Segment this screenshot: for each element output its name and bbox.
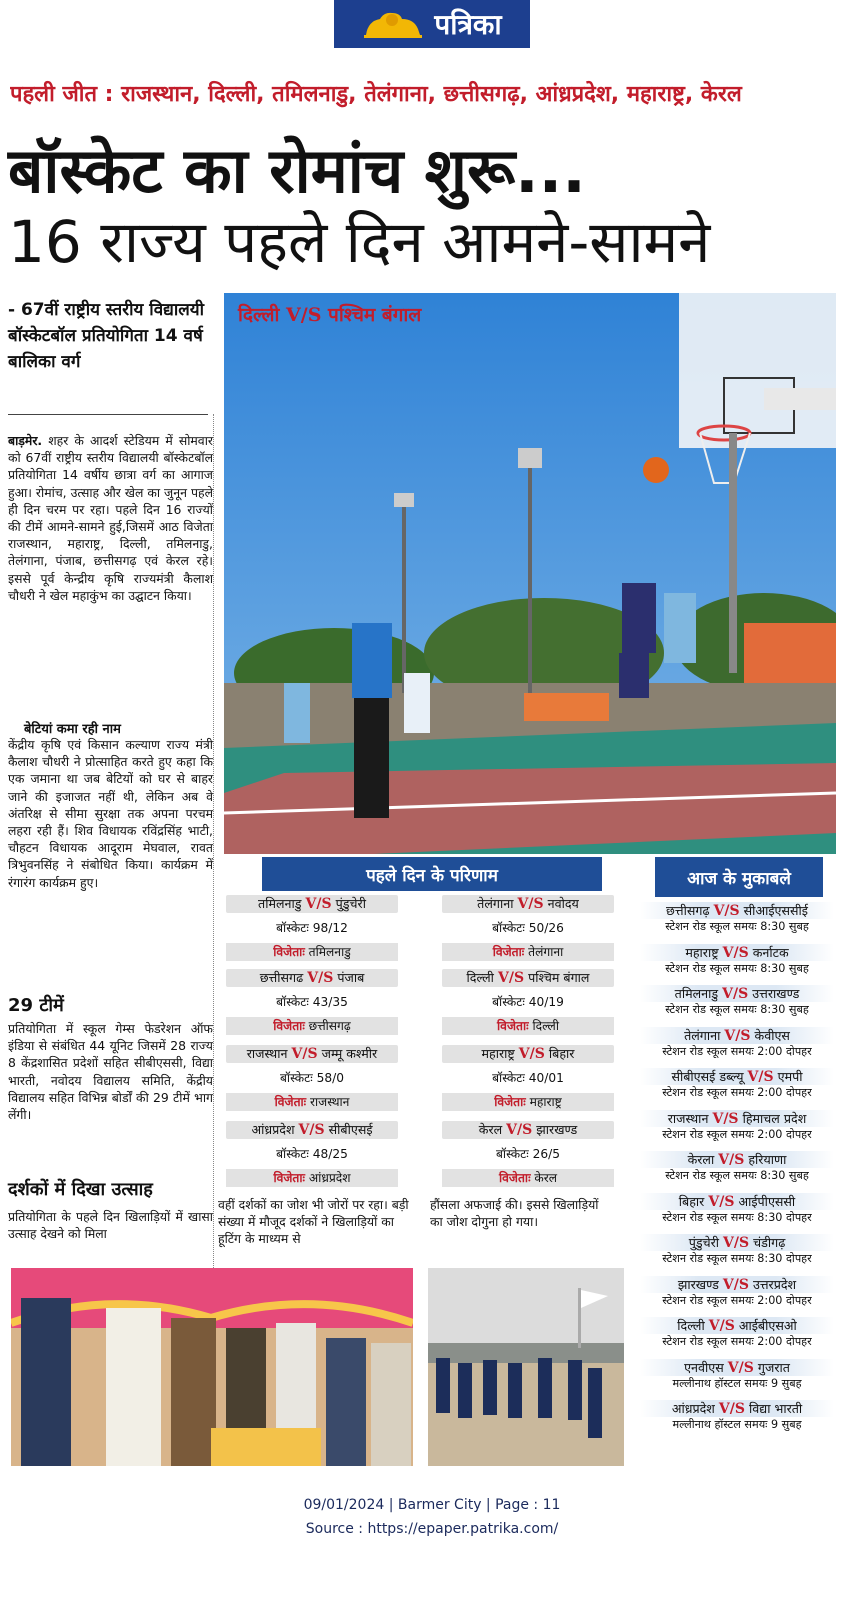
team-a: राजस्थान [667,1110,709,1126]
result-winner [442,1093,614,1111]
team-b: उत्तरप्रदेश [752,1276,797,1292]
headline-line-1: बॉस्केट का रोमांच शुरू... [8,134,586,207]
caption-vs: V/S [286,304,322,326]
article-para-4: प्रतियोगिता के पहले दिन खिलाड़ियों में खासा उत्साह देखने को मिला [8,1209,213,1242]
team-b: गुजरात [757,1359,790,1375]
today-match [640,1400,834,1417]
team-a: तेलंगाना [684,1027,721,1043]
vs-label: V/S [518,1046,545,1062]
team-b: पुंडुचेरी [335,896,366,911]
result-match [226,969,398,987]
result-winner [226,1169,398,1187]
result-card [442,969,614,1035]
team-b: जम्मू कश्मीर [321,1046,378,1061]
result-match [442,1045,614,1063]
team-a: राजस्थान [246,1046,288,1061]
today-match-item [640,1068,834,1101]
vs-label: V/S [291,1046,318,1062]
column-rule [213,414,214,1294]
results-header: पहले दिन के परिणाम [262,857,602,891]
team-b: पश्चिम बंगाल [528,970,590,985]
today-venue: मल्लीनाथ हॉस्टल समयः 9 सुबह [672,1418,802,1431]
today-match-item [640,944,834,977]
winner-label: विजेताः [492,945,525,959]
result-score: बॉस्केटः 26/5 [495,1147,561,1161]
team-b: पंजाब [337,970,365,985]
today-venue: स्टेशन रोड स्कूल समयः 2:00 दोपहर [662,1293,812,1307]
result-card [226,969,398,1035]
team-a: दिल्ली [677,1318,705,1333]
result-card [226,895,398,961]
today-match-item [640,1193,834,1226]
headline-line-2: 16 राज्य पहले दिन आमने-सामने [8,208,711,276]
today-match [640,1193,834,1210]
subhead-spectators: दर्शकों में दिखा उत्साह [8,1179,153,1200]
masthead-title: पत्रिका [434,8,502,41]
today-venue: स्टेशन रोड स्कूल समयः 8:30 दोपहर [662,1210,812,1224]
winner-label: विजेताः [494,1095,526,1109]
today-match-item [640,985,834,1018]
vs-label: V/S [722,944,749,961]
result-winner [226,1017,398,1035]
team-a: छत्तीसगढ़ [666,903,710,918]
article-para-2: केंद्रीय कृषि एवं किसान कल्याण राज्य मंत्री कैलाश चौधरी ने प्रोत्साहित करते हुए कहा कि एक जमाना था जब बेटियों को घर से बाहर जाने की इजाजत नहीं थी, लेकिन अब वे अंतरिक्ष से सीमा सुरक्षा तक अपना परचम लहरा रही हैं। शिव विधायक रविंद्रसिंह भाटी, चौहटन विधायक आदूराम मेघवाल, रावत त्रिभुवनसिंह ने संबोधित किया। कार्यक्रम में रंगारंग कार्यक्रम हुए। [8,737,213,890]
result-score: बॉस्केटः 48/25 [276,1147,348,1161]
today-venue: स्टेशन रोड स्कूल समयः 8:30 सुबह [665,1169,809,1182]
winner-name: तमिलनाडु [308,945,351,959]
today-match-item [640,1317,834,1350]
team-a: झारखण्ड [677,1276,719,1292]
winner-name: तेलंगाना [528,945,564,959]
masthead-logo [334,0,530,48]
vs-label: V/S [305,896,332,912]
result-match [442,1121,614,1139]
team-b: केवीएस [754,1027,790,1043]
today-venue: स्टेशन रोड स्कूल समयः 2:00 दोपहर [662,1335,812,1348]
today-match-item [640,1151,834,1184]
team-b: आईपीएससी [738,1193,796,1209]
team-b: सीबीएसई [328,1122,373,1137]
vs-label: V/S [713,903,740,919]
today-venue: स्टेशन रोड स्कूल समयः 8:30 दोपहर [662,1252,812,1265]
team-b: कर्नाटक [752,944,789,960]
team-b: झारखण्ड [536,1122,578,1137]
today-venue: स्टेशन रोड स्कूल समयः 2:00 दोपहर [662,1127,812,1141]
result-match [226,1121,398,1139]
result-score: बॉस्केटः 40/19 [492,995,564,1009]
team-a: केरला [687,1152,715,1167]
today-venue: स्टेशन रोड स्कूल समयः 8:30 सुबह [665,1003,809,1016]
kicker-line: पहली जीत : राजस्थान, दिल्ली, तमिलनाडु, तेलंगाना, छत्तीसगढ़, आंध्रप्रदेश, महाराष्ट्र, केरल [10,82,742,107]
result-winner [226,1093,398,1111]
team-b: चंडीगढ़ [753,1235,786,1250]
winner-label: विजेताः [273,1171,305,1185]
result-winner [442,1169,614,1187]
result-card [226,1121,398,1187]
team-a: आंध्रप्रदेश [671,1401,715,1416]
lion-emblem-icon [362,9,424,39]
today-venue: स्टेशन रोड स्कूल समयः 8:30 सुबह [665,920,809,933]
vs-label: V/S [298,1122,325,1138]
today-match [640,1276,834,1293]
result-card [442,895,614,961]
inauguration-photo [11,1268,413,1466]
today-match [640,902,834,919]
winner-label: विजेताः [498,1171,531,1185]
column-divider [8,414,208,415]
vs-label: V/S [718,1152,745,1168]
result-score: बॉस्केटः 43/35 [276,995,348,1009]
winner-name: महाराष्ट्र [529,1095,562,1109]
article-para-6: हौंसला अफजाई की। इससे खिलाड़ियों का जोश दोगुना हो गया। [430,1197,599,1229]
winner-name: राजस्थान [310,1095,350,1109]
result-score: बॉस्केटः 58/0 [279,1071,345,1085]
caption-team-left: दिल्ली [238,304,280,326]
team-a: महाराष्ट्र [481,1046,515,1061]
winner-name: केरल [534,1171,558,1185]
team-a: सीबीएसई डब्ल्यू [671,1069,744,1084]
today-match-item [640,902,834,935]
subhead-daughters: बेटियां कमा रही नाम [24,722,121,737]
dateline: बाड़मेर. [8,433,43,448]
footer-date-line: 09/01/2024 | Barmer City | Page : 11 [303,1497,561,1513]
result-match [226,1045,398,1063]
today-venue: स्टेशन रोड स्कूल समयः 2:00 दोपहर [662,1044,812,1058]
winner-label: विजेताः [273,1019,305,1033]
team-b: उत्तराखण्ड [752,986,800,1001]
result-winner [226,943,398,961]
team-a: पुंडुचेरी [688,1235,719,1250]
today-match [640,985,834,1002]
today-venue: स्टेशन रोड स्कूल समयः 8:30 सुबह [665,961,809,975]
today-match-item [640,1027,834,1060]
today-match [640,1151,834,1168]
vs-label: V/S [517,896,544,912]
article-para-5: वहीं दर्शकों का जोश भी जोरों पर रहा। बड़ी संख्या में मौजूद दर्शकों ने खिलाड़ियों का हूटिंग के माध्यम से [218,1197,409,1246]
vs-label: V/S [708,1193,735,1210]
today-venue: मल्लीनाथ हॉस्टल समयः 9 सुबह [672,1376,802,1390]
team-a: केरल [478,1122,503,1137]
today-match-item [640,1110,834,1143]
vs-label: V/S [723,1235,750,1251]
today-match [640,1234,834,1251]
today-matches-header: आज के मुकाबले [655,857,823,897]
today-match [640,1110,834,1127]
winner-label: विजेताः [274,1095,307,1109]
article-para-1 [8,432,213,604]
today-match [640,1068,834,1085]
today-match [640,1027,834,1044]
subhead-29-teams: 29 टीमें [8,995,64,1016]
result-score: बॉस्केटः 50/26 [492,921,564,935]
result-card [226,1045,398,1111]
result-winner [442,1017,614,1035]
result-match [442,895,614,913]
article-para-3: प्रतियोगिता में स्कूल गेम्स फेडरेशन ऑफ इंडिया से संबंधित 44 यूनिट जिसमें 28 राज्य 8 केंद्रशासित प्रदेशों सहित सीबीएससी, विद्या भारती, नवोदय विद्यालय समिति, केंद्रीय विद्यालय सहित विभिन्न बोर्डों की 29 टीमें भाग लेंगी। [8,1021,213,1123]
main-photo-caption [238,301,421,327]
today-match [640,1317,834,1334]
team-b: आईबीएसओ [738,1318,797,1333]
today-match [640,1359,834,1376]
team-a: छत्तीसगढ [259,970,304,985]
team-a: तमिलनाडु [674,986,719,1001]
vs-label: V/S [718,1401,745,1417]
today-match [640,944,834,961]
team-a: बिहार [678,1193,705,1209]
vs-label: V/S [708,1318,735,1334]
result-winner [442,943,614,961]
vs-label: V/S [722,1276,749,1293]
result-match [442,969,614,987]
result-score: बॉस्केटः 40/01 [492,1071,564,1085]
winner-name: आंध्रप्रदेश [308,1171,351,1185]
result-card [442,1045,614,1111]
result-match [226,895,398,913]
today-match-item [640,1234,834,1267]
team-b: बिहार [548,1046,575,1061]
team-b: हिमाचल प्रदेश [742,1110,807,1126]
winner-label: विजेताः [273,945,305,959]
vs-label: V/S [712,1110,739,1127]
team-b: हरियाणा [748,1152,787,1167]
winner-label: विजेताः [497,1019,529,1033]
team-a: तेलंगाना [477,896,514,911]
article-para-1-text: शहर के आदर्श स्टेडियम में सोमवार को 67वीं राष्ट्रीय स्तरीय विद्यालयी बॉस्केटबॉल प्रतियोगिता 14 वर्षीय छात्रा वर्ग का आगाज हुआ। रोमांच, उत्साह और खेल का जुनून पहले ही दिन चरम पर रहा। पहले दिन 16 राज्यों की टीमें आमने-सामने हुई,जिसमें आठ विजेता राजस्थान, महाराष्ट्र, दिल्ली, तमिलनाडु, तेलंगाना, पंजाब, छत्तीसगढ़ एवं केरल रहे। इससे पूर्व केन्द्रीय कृषि राज्यमंत्री कैलाश चौधरी ने खेल महाकुंभ का उद्घाटन किया। [8,433,213,603]
vs-label: V/S [497,970,525,986]
caption-team-right: पश्चिम बंगाल [328,304,422,326]
result-card [442,1121,614,1187]
today-match-item [640,1400,834,1433]
team-b: एमपी [777,1069,803,1084]
winner-name: दिल्ली [532,1019,559,1033]
today-match-item [640,1276,834,1309]
result-score: बॉस्केटः 98/12 [276,921,348,935]
vs-label: V/S [506,1122,533,1138]
team-a: तमिलनाडु [258,896,302,911]
march-past-photo [428,1268,624,1466]
team-a: महाराष्ट्र [685,944,719,960]
team-a: आंध्रप्रदेश [251,1122,295,1137]
footer-source-line: Source : https://epaper.patrika.com/ [305,1521,559,1537]
team-b: नवोदय [547,896,579,911]
winner-name: छत्तीसगढ़ [308,1019,351,1033]
vs-label: V/S [724,1027,751,1044]
basketball-match-photo [224,293,836,854]
today-venue: स्टेशन रोड स्कूल समयः 2:00 दोपहर [662,1086,812,1099]
team-b: सीआईएससीई [743,903,808,918]
team-b: विद्या भारती [749,1401,803,1416]
subheading: - 67वीं राष्ट्रीय स्तरीय विद्यालयी बॉस्केटबॉल प्रतियोगिता 14 वर्ष बालिका वर्ग [8,300,205,372]
today-match-item [640,1359,834,1392]
team-a: एनवीएस [684,1359,724,1375]
vs-label: V/S [747,1069,774,1085]
team-a: दिल्ली [466,970,494,985]
vs-label: V/S [307,970,334,986]
vs-label: V/S [727,1359,754,1376]
vs-label: V/S [722,986,749,1002]
